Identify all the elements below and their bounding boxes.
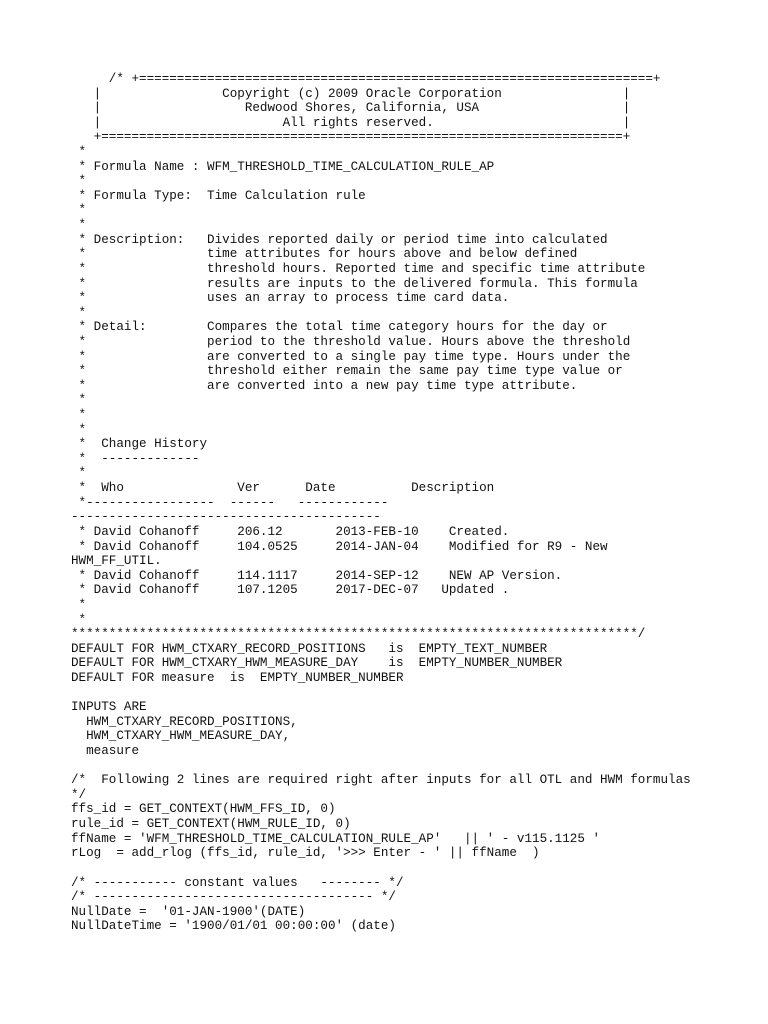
code-line: * Formula Name : WFM_THRESHOLD_TIME_CALCULATION_RULE_AP (71, 159, 495, 174)
code-listing (71, 72, 691, 934)
code-line: DEFAULT FOR measure is EMPTY_NUMBER_NUMBER (71, 670, 404, 685)
code-line: rLog = add_rlog (ffs_id, rule_id, '>>> Enter - ' || ffName ) (71, 846, 540, 861)
code-line: * Description: Divides reported daily or period time into calculated (71, 232, 608, 247)
code-line: HWM_CTXARY_HWM_MEASURE_DAY, (71, 729, 291, 744)
code-line: * period to the threshold value. Hours above the threshold (71, 334, 631, 349)
code-line: * (71, 408, 87, 423)
code-line: * Detail: Compares the total time category hours for the day or (71, 320, 608, 335)
code-line: /* ----------- constant values -------- */ (71, 875, 404, 890)
code-line: HWM_CTXARY_RECORD_POSITIONS, (71, 714, 298, 729)
code-line: * ------------- (71, 451, 200, 466)
code-line: * results are inputs to the delivered formula. This formula (71, 276, 638, 291)
code-line: * (71, 145, 87, 160)
code-line: | Redwood Shores, California, USA | (71, 101, 631, 116)
code-line: measure (71, 744, 140, 759)
code-line: rule_id = GET_CONTEXT(HWM_RULE_ID, 0) (71, 817, 351, 832)
code-line: ffName = 'WFM_THRESHOLD_TIME_CALCULATION_RULE_AP' || ' - v115.1125 ' (71, 831, 601, 846)
code-line: * Formula Type: Time Calculation rule (71, 188, 366, 203)
code-line: * are converted to a single pay time type. Hours under the (71, 349, 631, 364)
code-line: * (71, 203, 87, 218)
code-line: * threshold hours. Reported time and specific time attribute (71, 261, 646, 276)
code-line: * (71, 393, 87, 408)
code-line: * (71, 305, 87, 320)
code-line: INPUTS ARE (71, 700, 147, 715)
code-line: * David Cohanoff 104.0525 2014-JAN-04 Modified for R9 - New (71, 539, 608, 554)
code-line: ----------------------------------------- (71, 510, 381, 525)
code-line: +=====================================================================+ (71, 130, 631, 145)
code-line: * (71, 174, 87, 189)
code-line: * David Cohanoff 107.1205 2017-DEC-07 Updated . (71, 583, 510, 598)
code-line (71, 861, 691, 876)
code-line (71, 686, 691, 701)
code-line: /* +====================================================================+ (71, 72, 661, 86)
code-line: NullDate = '01-JAN-1900'(DATE) (71, 904, 306, 919)
code-line: ***************************************************************************/ (71, 627, 646, 642)
code-line: DEFAULT FOR HWM_CTXARY_HWM_MEASURE_DAY is EMPTY_NUMBER_NUMBER (71, 656, 563, 671)
code-line: * Who Ver Date Description (71, 481, 495, 496)
code-line: * (71, 597, 87, 612)
code-line: * (71, 612, 87, 627)
code-line: * threshold either remain the same pay time type value or (71, 364, 623, 379)
code-line: NullDateTime = '1900/01/01 00:00:00' (date) (71, 919, 396, 934)
code-line: * (71, 422, 87, 437)
code-line: * David Cohanoff 206.12 2013-FEB-10 Created. (71, 524, 510, 539)
code-line: * David Cohanoff 114.1117 2014-SEP-12 NEW AP Version. (71, 568, 563, 583)
code-line: * uses an array to process time card data. (71, 291, 510, 306)
code-line: * (71, 218, 87, 233)
code-line: * time attributes for hours above and below defined (71, 247, 578, 262)
code-line: | All rights reserved. | (71, 115, 631, 130)
code-line: DEFAULT FOR HWM_CTXARY_RECORD_POSITIONS is EMPTY_TEXT_NUMBER (71, 641, 548, 656)
code-line: * (71, 466, 87, 481)
code-line: /* ------------------------------------- */ (71, 890, 396, 905)
code-line: * Change History (71, 437, 208, 452)
code-line: | Copyright (c) 2009 Oracle Corporation | (71, 86, 631, 101)
code-line: HWM_FF_UTIL. (71, 554, 162, 569)
code-line: */ (71, 787, 87, 802)
code-line (71, 759, 691, 774)
code-line: ffs_id = GET_CONTEXT(HWM_FFS_ID, 0) (71, 802, 336, 817)
code-line: /* Following 2 lines are required right after inputs for all OTL and HWM formulas (71, 773, 691, 788)
code-line: * are converted into a new pay time type attribute. (71, 378, 578, 393)
code-line: *----------------- ------ ------------ (71, 495, 389, 510)
